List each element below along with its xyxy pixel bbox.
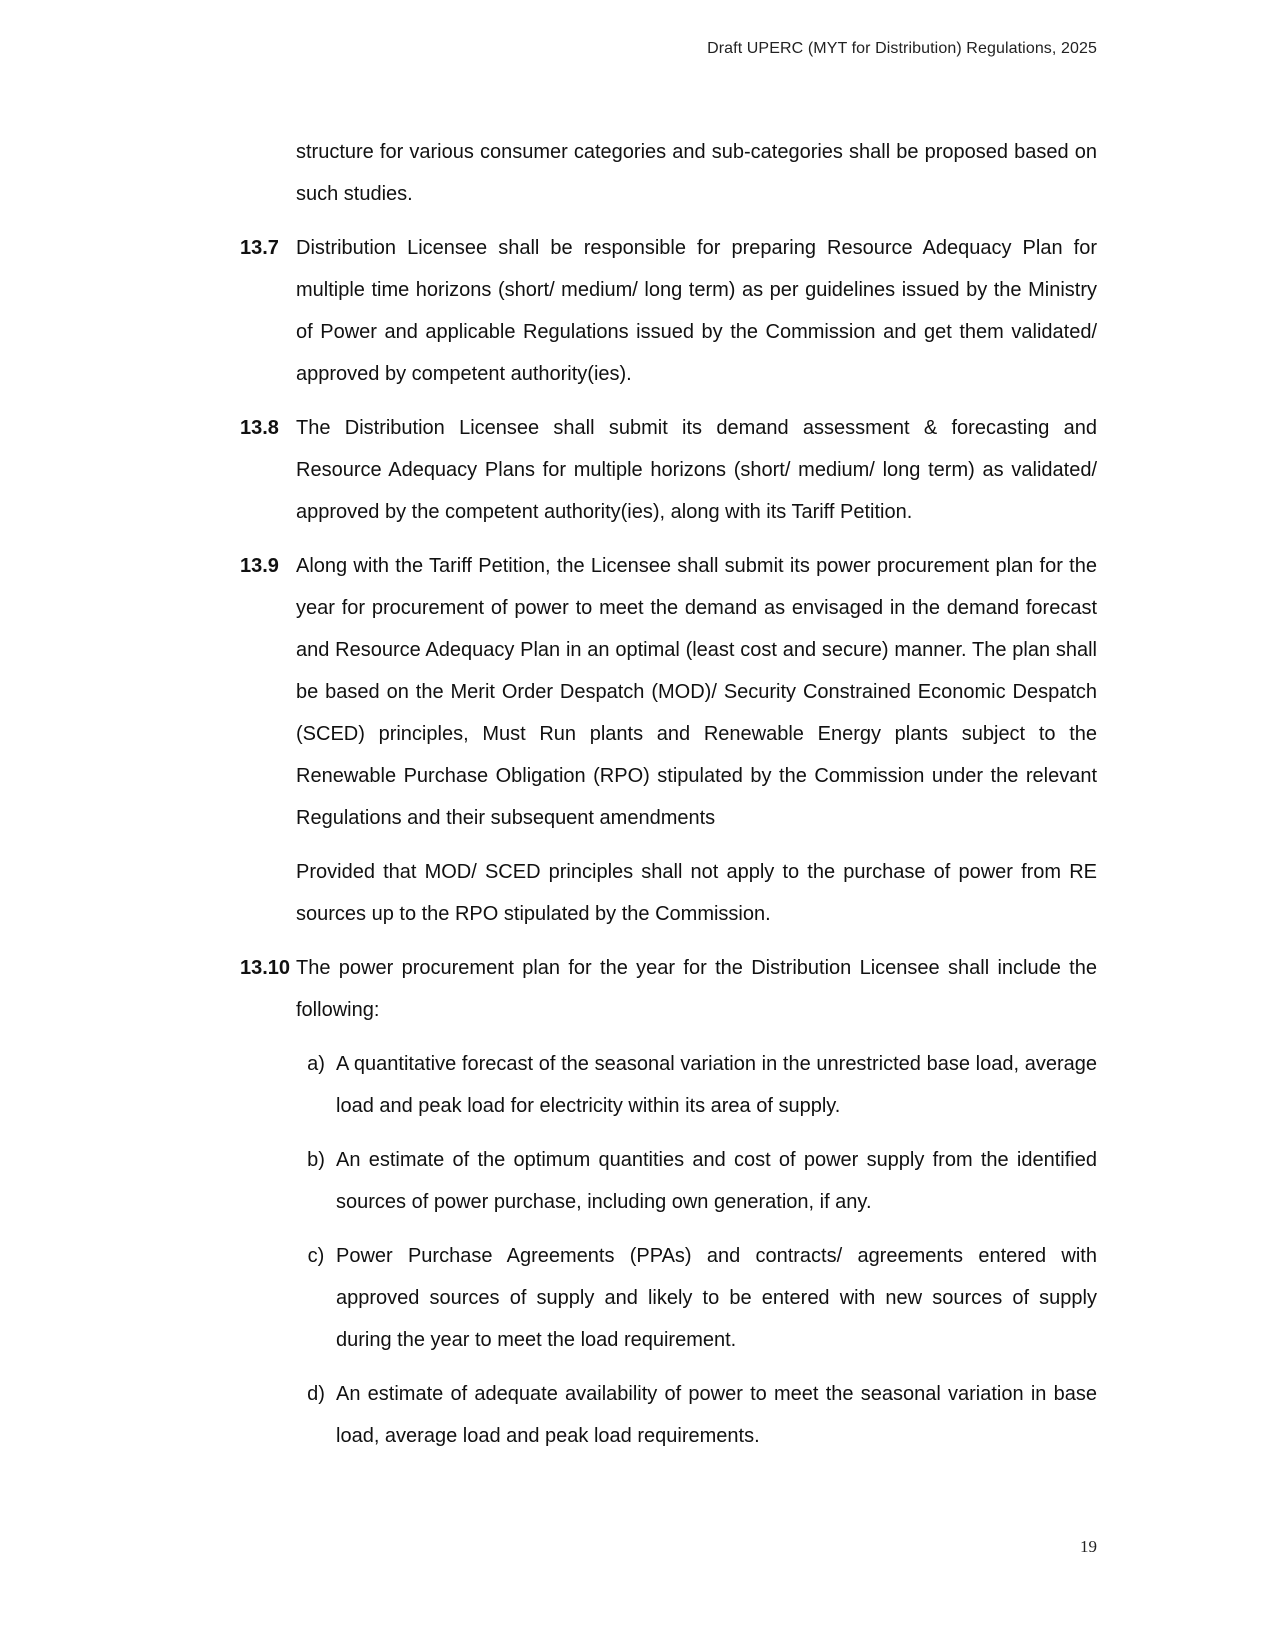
list-item — [296, 1043, 1097, 1127]
clause-text: The Distribution Licensee shall submit its demand assessment & forecasting and Resource Adequacy Plans for multiple horizons (short/ medium/ long term) as validated/ approved by the competent authority(ies), along with its Tariff Petition. — [296, 417, 1097, 523]
list-item — [296, 1373, 1097, 1457]
list-item-label: d) — [307, 1383, 325, 1405]
page-number: 19 — [1080, 1537, 1097, 1556]
clause-13-8 — [240, 407, 1097, 533]
list-item-label: c) — [307, 1245, 325, 1267]
clause-13-10-list — [296, 1043, 1097, 1457]
list-item-label: a) — [307, 1053, 325, 1075]
clause-text: The power procurement plan for the year for the Distribution Licensee shall include the following: — [296, 957, 1097, 1021]
clause-number: 13.9 — [240, 555, 279, 577]
continuation-text: structure for various consumer categories and sub-categories shall be proposed based on such studies. — [296, 141, 1097, 205]
document-body — [240, 131, 1097, 1469]
clause-13-9 — [240, 545, 1097, 839]
clause-text: Along with the Tariff Petition, the Licensee shall submit its power procurement plan for the year for procurement of power to meet the demand as envisaged in the demand forecast and Resource Adequacy Plan in an optimal (least cost and secure) manner. The plan shall be based on the Merit Order Despatch (MOD)/ Security Constrained Economic Despatch (SCED) principles, Must Run plants and Renewable Energy plants subject to the Renewable Purchase Obligation (RPO) stipulated by the Commission under the relevant Regulations and their subsequent amendments — [296, 555, 1097, 829]
list-item — [296, 1139, 1097, 1223]
clause-text: Distribution Licensee shall be responsible for preparing Resource Adequacy Plan for multiple time horizons (short/ medium/ long term) as per guidelines issued by the Ministry of Power and applicable Regulations issued by the Commission and get them validated/ approved by competent authority(ies). — [296, 237, 1097, 385]
clause-number: 13.8 — [240, 417, 279, 439]
list-item-text: A quantitative forecast of the seasonal variation in the unrestricted base load, average load and peak load for electricity within its area of supply. — [336, 1053, 1097, 1117]
clause-13-10 — [240, 947, 1097, 1031]
list-item-text: An estimate of the optimum quantities and cost of power supply from the identified sources of power purchase, including own generation, if any. — [336, 1149, 1097, 1213]
clause-13-9-proviso: Provided that MOD/ SCED principles shall not apply to the purchase of power from RE sources up to the RPO stipulated by the Commission. — [296, 861, 1097, 925]
document-header: Draft UPERC (MYT for Distribution) Regulations, 2025 — [707, 40, 1097, 57]
clause-number: 13.10 — [240, 957, 291, 979]
clause-13-7 — [240, 227, 1097, 395]
list-item-text: Power Purchase Agreements (PPAs) and contracts/ agreements entered with approved sources of supply and likely to be entered with new sources of supply during the year to meet the load requirement. — [336, 1245, 1097, 1351]
list-item-label: b) — [307, 1149, 325, 1171]
clause-number: 13.7 — [240, 237, 279, 259]
list-item — [296, 1235, 1097, 1361]
list-item-text: An estimate of adequate availability of power to meet the seasonal variation in base load, average load and peak load requirements. — [336, 1383, 1097, 1447]
